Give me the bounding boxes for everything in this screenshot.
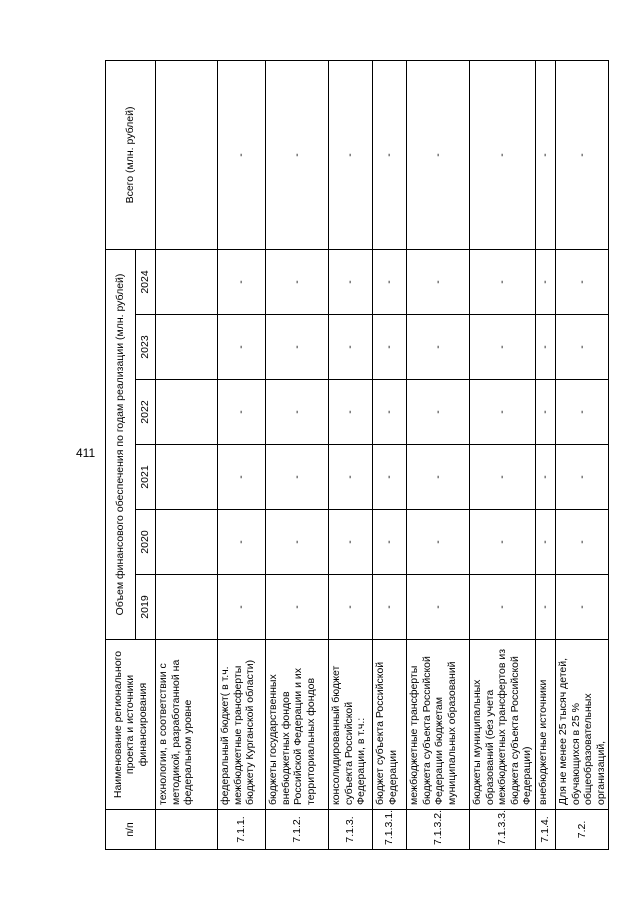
year-value-cell: - (373, 249, 407, 314)
row-source-name: бюджеты муниципальных образований (без учета межбюджетных трансфертов из бюджета субъекта Российской Федерации) (470, 640, 536, 810)
row-number: 7.1.3. (329, 810, 373, 850)
year-value-cell: - (470, 315, 536, 380)
year-value-cell: - (555, 380, 608, 445)
row-source-name: бюджет субъекта Российской Федерации (373, 640, 407, 810)
row-number: 7.1.3.2. (407, 810, 470, 850)
year-value-cell: - (535, 445, 555, 510)
year-value-cell: - (373, 315, 407, 380)
year-value-cell: - (373, 445, 407, 510)
year-value-cell: - (266, 445, 329, 510)
total-value-cell: - (329, 61, 373, 250)
row-number (156, 810, 218, 850)
row-number: 7.1.4. (535, 810, 555, 850)
row-number: 7.1.2. (266, 810, 329, 850)
total-value-cell: - (407, 61, 470, 250)
row-number: 7.2. (555, 810, 608, 850)
table-row (373, 61, 407, 850)
row-number: 7.1.1. (218, 810, 266, 850)
table-row (535, 61, 555, 850)
year-value-cell: - (218, 249, 266, 314)
header-name: Наименование регионального проекта и источники финансирования (106, 640, 156, 810)
year-value-cell: - (218, 445, 266, 510)
year-value-cell: - (470, 249, 536, 314)
year-value-cell: - (555, 445, 608, 510)
year-value-cell: - (266, 510, 329, 575)
year-value-cell: - (470, 445, 536, 510)
year-value-cell: - (535, 315, 555, 380)
year-value-cell: - (407, 315, 470, 380)
year-value-cell (156, 445, 218, 510)
year-value-cell: - (218, 510, 266, 575)
total-value-cell: - (218, 61, 266, 250)
year-value-cell: - (373, 510, 407, 575)
year-value-cell: - (555, 315, 608, 380)
year-value-cell: - (535, 510, 555, 575)
table-row (218, 61, 266, 850)
row-source-name: консолидированный бюджет субъекта Российской Федерации, в т.ч.: (329, 640, 373, 810)
row-source-name: технологии, в соответствии с методикой, разработанной на федеральном уровне (156, 640, 218, 810)
year-value-cell: - (266, 575, 329, 640)
year-value-cell: - (218, 380, 266, 445)
year-value-cell: - (373, 575, 407, 640)
year-value-cell (156, 510, 218, 575)
header-funding: Объем финансового обеспечения по годам реализации (млн. рублей) (106, 249, 136, 639)
table-row (407, 61, 470, 850)
budget-table-sheet (105, 60, 607, 850)
table-row (555, 61, 608, 850)
year-value-cell (156, 575, 218, 640)
year-value-cell: - (470, 575, 536, 640)
year-value-cell (156, 380, 218, 445)
table-row (329, 61, 373, 850)
header-year: 2023 (136, 315, 156, 380)
year-value-cell: - (329, 575, 373, 640)
row-source-name: Для не менее 25 тысяч детей, обучающихся в 25 % общеобразовательных организаций, (555, 640, 608, 810)
header-year: 2022 (136, 380, 156, 445)
year-value-cell: - (218, 575, 266, 640)
table-row (470, 61, 536, 850)
year-value-cell: - (535, 249, 555, 314)
row-number: 7.1.3.3. (470, 810, 536, 850)
header-year: 2021 (136, 445, 156, 510)
year-value-cell: - (407, 510, 470, 575)
year-value-cell (156, 315, 218, 380)
year-value-cell: - (407, 445, 470, 510)
year-value-cell: - (266, 249, 329, 314)
table-body (156, 61, 609, 850)
year-value-cell: - (555, 249, 608, 314)
table-row (156, 61, 218, 850)
year-value-cell: - (555, 510, 608, 575)
year-value-cell: - (555, 575, 608, 640)
page-number: 411 (76, 446, 96, 460)
year-value-cell: - (407, 575, 470, 640)
row-source-name: федеральный бюджет( в т.ч. межбюджетные трансферты бюджету Курганской области) (218, 640, 266, 810)
header-num: п/п (106, 810, 156, 850)
year-value-cell: - (329, 315, 373, 380)
year-value-cell: - (218, 315, 266, 380)
header-year: 2024 (136, 249, 156, 314)
total-value-cell: - (470, 61, 536, 250)
year-value-cell: - (470, 510, 536, 575)
year-value-cell: - (329, 445, 373, 510)
table-row (266, 61, 329, 850)
year-value-cell: - (266, 315, 329, 380)
year-value-cell: - (407, 380, 470, 445)
year-value-cell: - (329, 380, 373, 445)
year-value-cell (156, 249, 218, 314)
year-value-cell: - (470, 380, 536, 445)
year-value-cell: - (373, 380, 407, 445)
header-year: 2019 (136, 575, 156, 640)
total-value-cell: - (535, 61, 555, 250)
header-year: 2020 (136, 510, 156, 575)
year-value-cell: - (407, 249, 470, 314)
total-value-cell: - (266, 61, 329, 250)
header-total: Всего (млн. рублей) (106, 61, 156, 250)
total-value-cell: - (373, 61, 407, 250)
row-source-name: межбюджетные трансферты бюджета субъекта Российской Федерации бюджетам муниципальных образований (407, 640, 470, 810)
year-value-cell: - (266, 380, 329, 445)
funding-table (105, 60, 609, 850)
year-value-cell: - (535, 575, 555, 640)
row-number: 7.1.3.1. (373, 810, 407, 850)
total-value-cell (156, 61, 218, 250)
year-value-cell: - (535, 380, 555, 445)
row-source-name: бюджеты государственных внебюджетных фондов Российской Федерации и их территориальных фондов (266, 640, 329, 810)
total-value-cell: - (555, 61, 608, 250)
row-source-name: внебюджетные источники (535, 640, 555, 810)
year-value-cell: - (329, 249, 373, 314)
year-value-cell: - (329, 510, 373, 575)
